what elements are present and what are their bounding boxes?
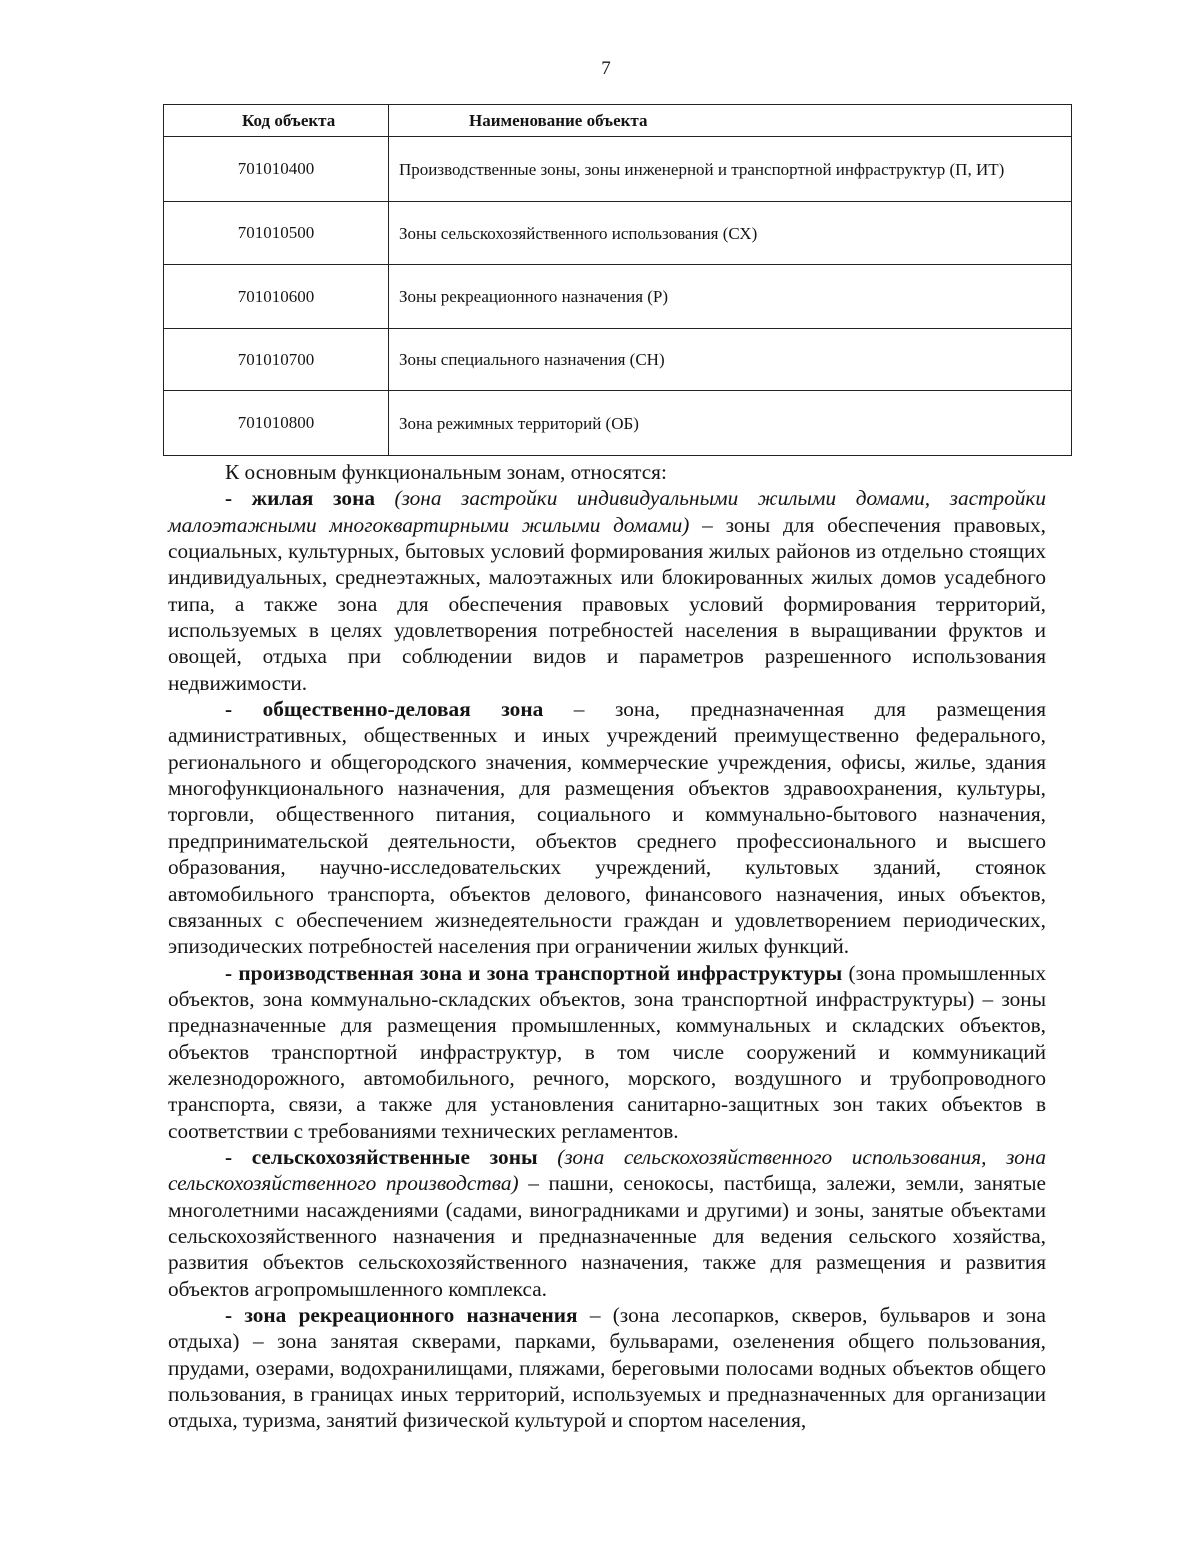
zone-paragraph-agricultural <box>168 1144 1046 1302</box>
zone-note: (зона сельскохозяйственного использования, зона сельскохозяйственного производства) <box>168 1144 1047 1196</box>
zone-text: – зона, предназначенная для размещения административных, общественных и иных учреждений преимущественно федерального, регионального и общегородского значения, коммерческие учреждения, офисы, жилье, здания многофункционального назначения, для размещения объектов здравоохранения, культуры, торговли, общественного питания, социального и коммунально-бытового назначения, предпринимательской деятельности, объектов среднего профессионального и высшего образования, научно-исследовательских учреждений, культовых зданий, стоянок автомобильного транспорта, объектов делового, финансового назначения, иных объектов, связанных с обеспечением жизнедеятельности граждан и удовлетворением периодических, эпизодических потребностей населения при ограничении жилых функций. <box>168 697 1047 959</box>
zone-note: (зона застройки индивидуальными жилыми домами, застройки малоэтажными многоквартирными жилыми домами) <box>168 486 1046 537</box>
object-name: Зоны сельскохозяйственного использования (СХ) <box>389 202 1072 265</box>
object-code: 701010400 <box>164 137 389 202</box>
object-code: 701010500 <box>164 202 389 265</box>
table-row <box>164 202 1072 265</box>
body-text <box>168 459 1046 1434</box>
header-code: Код объекта <box>164 105 389 137</box>
zone-text: (зона промышленных объектов, зона коммунально-складских объектов, зона транспортной инфраструктуры) – зоны предназначенные для размещения промышленных, коммунальных и складских объектов, объектов транспортной инфраструктур, в том числе сооружений и коммуникаций железнодорожного, автомобильного, речного, морского, воздушного и трубопроводного транспорта, связи, а также для установления санитарно-защитных зон таких объектов в соответствии с требованиями технических регламентов. <box>168 960 1047 1143</box>
object-code: 701010700 <box>164 329 389 391</box>
zone-paragraph-residential <box>168 485 1046 696</box>
object-code: 701010800 <box>164 391 389 456</box>
zone-paragraph-business <box>168 696 1046 959</box>
zone-paragraph-recreational <box>168 1302 1046 1434</box>
object-name: Зоны специального назначения (СН) <box>389 329 1072 391</box>
zone-text: – зоны для обеспечения правовых, социальных, культурных, бытовых условий формирования жилых районов из отдельно стоящих индивидуальных, среднеэтажных, малоэтажных или блокированных жилых домов усадебного типа, а также зона для обеспечения правовых условий формирования территорий, используемых в целях удовлетворения потребностей населения в выращивании фруктов и овощей, отдыха при соблюдении видов и параметров разрешенного использования недвижимости. <box>168 512 1046 695</box>
zone-text: – пашни, сенокосы, пастбища, залежи, земли, занятые многолетними насаждениями (садами, виноградниками и другими) и зоны, занятые объектами сельскохозяйственного назначения и предназначенные для ведения сельского хозяйства, развития объектов сельскохозяйственного назначения, также для размещения и развития объектов агропромышленного комплекса. <box>168 1171 1046 1301</box>
object-name: Зона режимных территорий (ОБ) <box>389 391 1072 456</box>
table-row <box>164 329 1072 391</box>
zone-text: – (зона лесопарков, скверов, бульваров и зона отдыха) – зона занятая скверами, парками, бульварами, озеленения общего пользования, прудами, озерами, водохранилищами, пляжами, береговыми полосами водных объектов общего пользования, в границах иных территорий, используемых и предназначенных для организации отдыха, туризма, занятий физической культурой и спортом населения, <box>168 1303 1046 1433</box>
page-number: 7 <box>601 58 611 79</box>
zone-title: - производственная зона и зона транспортной инфраструктуры <box>225 960 843 985</box>
header-name: Наименование объекта <box>389 105 1072 137</box>
table-row <box>164 137 1072 202</box>
object-name: Зоны рекреационного назначения (Р) <box>389 265 1072 329</box>
table-row <box>164 265 1072 329</box>
zone-title: - жилая зона <box>225 486 375 511</box>
zone-title: - зона рекреационного назначения <box>225 1303 578 1327</box>
intro-paragraph: К основным функциональным зонам, относятся: <box>225 460 667 484</box>
zone-title: - общественно-деловая зона <box>225 697 544 722</box>
object-codes-table <box>163 104 1072 456</box>
object-name: Производственные зоны, зоны инженерной и транспортной инфраструктур (П, ИТ) <box>389 137 1072 202</box>
table-row <box>164 391 1072 456</box>
table-header-row <box>164 105 1072 137</box>
zone-title: - сельскохозяйственные зоны <box>225 1144 538 1169</box>
zone-paragraph-industrial <box>168 960 1046 1144</box>
object-code: 701010600 <box>164 265 389 329</box>
